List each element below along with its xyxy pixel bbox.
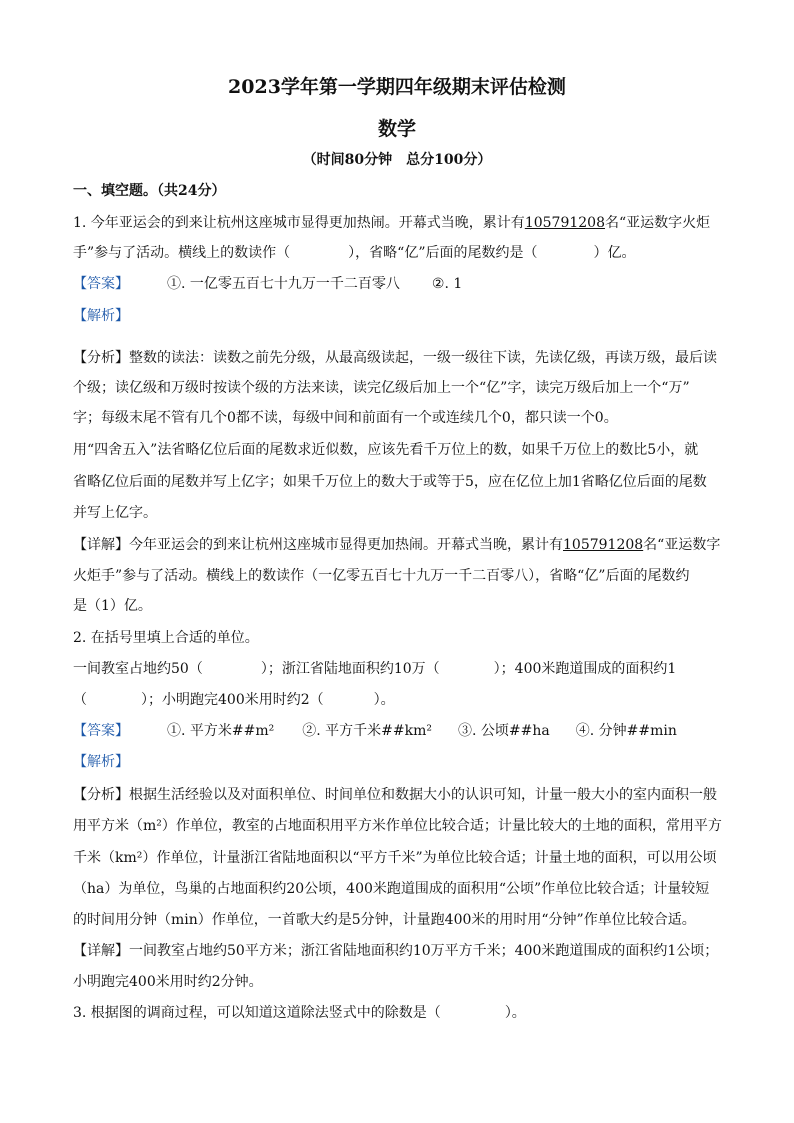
q1-analysis-5: 省略亿位后面的尾数并写上亿字；如果千万位上的数大于或等于5，应在亿位上加1省略亿位后面的尾数 (73, 474, 707, 490)
q1-detail-2: 火炬手”参与了活动。横线上的数读作（一亿零五百七十九万一千二百零八），省略“亿”后面的尾数约 (73, 568, 690, 584)
q1-detail-1: 【详解】今年亚运会的到来让杭州这座城市显得更加热闹。开幕式当晚，累计有105791208名“亚运数字 (73, 537, 721, 553)
answer-tag: 【答案】 (73, 276, 129, 292)
exam-info: （时间80分钟 总分100分） (302, 152, 492, 168)
q2-explain-tag: 【解析】 (73, 754, 129, 770)
q1-explain-tag: 【解析】 (73, 308, 129, 324)
q2-analysis-5: 的时间用分钟（min）作单位，一首歌大约是5分钟，计量跑400米的用时用“分钟”作单位比较合适。 (73, 912, 696, 928)
subject-title: 数学 (377, 118, 416, 140)
q2-answer: 【答案】 ①. 平方米##m² ②. 平方千米##km² ③. 公顷##ha ④. 分钟##min (73, 723, 677, 739)
q1-answer: 【答案】 ①. 一亿零五百七十九万一千二百零八 ②. 1 (73, 276, 463, 292)
q1-analysis-4: 用“四舍五入”法省略亿位后面的尾数求近似数，应该先看千万位上的数，如果千万位上的数比5小，就 (73, 442, 699, 458)
q1-detail-3: 是（1）亿。 (73, 598, 152, 614)
q2-line-2: 一间教室占地约50（ ）；浙江省陆地面积约10万（ ）；400米跑道围成的面积约1 (73, 661, 677, 677)
q2-analysis-4: （ha）为单位，鸟巢的占地面积约20公顷，400米跑道围成的面积用“公顷”作单位比较合适；计量较短 (73, 881, 710, 897)
q2-line-3: （ ）；小明跑完400米用时约2（ ）。 (73, 692, 395, 708)
q3-line-1: 3. 根据图的调商过程，可以知道这道除法竖式中的除数是（ ）。 (73, 1005, 526, 1021)
q2-analysis-3: 千米（km²）作单位，计量浙江省陆地面积以“平方千米”为单位比较合适；计量土地的面积，可以用公顷 (73, 850, 717, 866)
q1-number: 105791208 (524, 215, 605, 231)
q2-detail-2: 小明跑完400米用时约2分钟。 (73, 974, 263, 990)
answer-tag: 【答案】 (73, 723, 129, 739)
q2-line-1: 2. 在括号里填上合适的单位。 (73, 630, 259, 646)
q1-analysis-6: 并写上亿字。 (73, 505, 157, 521)
q1-line-1: 1. 今年亚运会的到来让杭州这座城市显得更加热闹。开幕式当晚，累计有105791208名“亚运数字火炬 (73, 215, 711, 231)
q1-analysis-3: 字；每级末尾不管有几个0都不读，每级中间和前面有一个或连续几个0，都只读一个0。 (73, 410, 618, 426)
q2-analysis-2: 用平方米（m²）作单位，教室的占地面积用平方米作单位比较合适；计量比较大的土地的面积，常用平方 (73, 818, 722, 834)
q2-detail-1: 【详解】一间教室占地约50平方米；浙江省陆地面积约10万平方千米；400米跑道围成的面积约1公顷； (73, 943, 719, 959)
q1-analysis-2: 个级；读亿级和万级时按读个级的方法来读，读完亿级后加上一个“亿”字，读完万级后加上一个“万” (73, 380, 690, 396)
q1-analysis-1: 【分析】整数的读法：读数之前先分级，从最高级读起，一级一级往下读，先读亿级，再读万级，最后读 (73, 350, 717, 366)
exam-title: 2023学年第一学期四年级期末评估检测 (228, 76, 566, 98)
section-heading: 一、填空题。（共24分） (73, 183, 226, 199)
q1-line-2: 手”参与了活动。横线上的数读作（ ），省略“亿”后面的尾数约是（ ）亿。 (73, 245, 636, 261)
q2-analysis-1: 【分析】根据生活经验以及对面积单位、时间单位和数据大小的认识可知，计量一般大小的室内面积一般 (73, 787, 717, 803)
